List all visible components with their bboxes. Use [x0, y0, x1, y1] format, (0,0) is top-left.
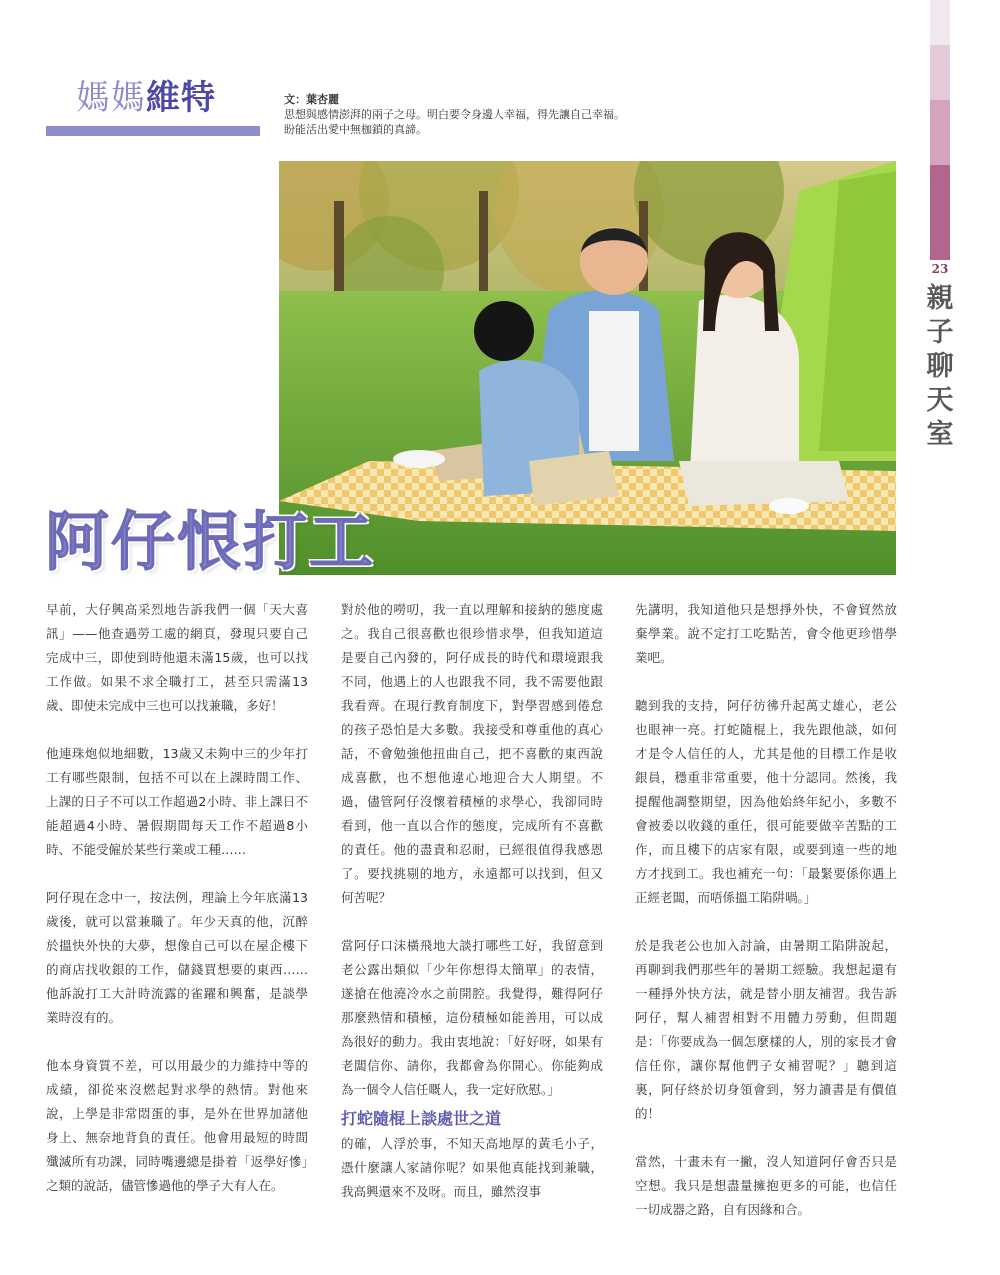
section-char: 天	[926, 385, 954, 416]
paragraph: 於是我老公也加入討論，由暑期工陷阱說起，再聊到我們那些年的暑期工經驗。我想起還有一種掙外快方法，就是替小朋友補習。我告訴阿仔，幫人補習相對不用體力勞動，但問題是：「你要成為一個怎麼樣的人，別的家長才會信任你，讓你幫他們子女補習呢？」聽到這裏，阿仔終於切身領會到，努力讀書是有價值的！	[635, 938, 897, 1121]
byline-bio-line: 盼能活出愛中無枷鎖的真諦。	[284, 123, 427, 136]
paragraph: 的確，人浮於事，不知天高地厚的黃毛小子，憑什麼讓人家請你呢？如果他真能找到兼職，我高興還來不及呀。而且，雖然沒事	[341, 1136, 603, 1199]
paragraph: 他連珠炮似地細數，13歲又未夠中三的少年打工有哪些限制，包括不可以在上課時間工作、上課的日子不可以工作超過2小時、非上課日不能超過4小時、暑假期間每天工作不超過8小時、不能受僱於某些行業或工種……	[46, 746, 308, 857]
section-subheading: 打蛇隨棍上談處世之道	[341, 1109, 502, 1128]
edge-strip-4	[930, 165, 950, 260]
section-char: 室	[926, 419, 954, 450]
paragraph: 他本身資質不差，可以用最少的力維持中等的成績，卻從來沒燃起對求學的熱情。對他來說，上學是非常悶蛋的事，是外在世界加諸他身上、無奈地背負的責任。他會用最短的時間殲滅所有功課，同時嘴邊總是掛着「返學好慘」之類的說話，儘管慘過他的學子大有人在。	[46, 1058, 308, 1193]
paragraph: 當然，十畫未有一撇，沒人知道阿仔會否只是空想。我只是想盡量擁抱更多的可能，也信任一切成器之路，自有因緣和合。	[635, 1154, 897, 1217]
section-title-vertical	[926, 282, 954, 452]
paragraph: 阿仔現在念中一，按法例，理論上今年底滿13歲後，就可以當兼職了。年少天真的他，沉醉於搵快外快的大夢，想像自己可以在屋企樓下的商店找收銀的工作，儲錢買想要的東西……他訴說打工大計時流露的雀躍和興奮，是談學業時沒有的。	[46, 890, 308, 1025]
edge-strip-3	[930, 100, 950, 165]
article-column-1	[46, 598, 308, 1222]
section-char: 子	[926, 317, 954, 348]
column-title	[76, 76, 216, 120]
byline	[284, 92, 625, 137]
section-char: 聊	[926, 351, 954, 382]
article-column-2	[341, 598, 603, 1228]
page-number: 23	[931, 262, 949, 276]
paragraph: 對於他的嘮叨，我一直以理解和接納的態度處之。我自己很喜歡也很珍惜求學，但我知道這是要自己內發的，阿仔成長的時代和環境跟我不同，他遇上的人也跟我不同，我不需要他跟我看齊。在現行教育制度下，對學習感到倦怠的孩子恐怕是大多數。我接受和尊重他的真心話，不會勉強他扭曲自己，把不喜歡的東西說成喜歡，也不想他違心地迎合大人期望。不過，儘管阿仔沒懷着積極的求學心，我卻同時看到，他一直以合作的態度，完成所有不喜歡的責任。他的盡責和忍耐，已經很值得我感恩了。要找挑剔的地方，永遠都可以找到，但又何苦呢？	[341, 602, 603, 905]
paragraph: 當阿仔口沫橫飛地大談打哪些工好，我留意到老公露出類似「少年你想得太簡單」的表情，遂搶在他澆冷水之前開腔。我覺得，難得阿仔那麼熱情和積極，這份積極如能善用，可以成為很好的動力。我由衷地說：「好好呀，如果有老闆信你、請你，我都會為你開心。你能夠成為一個令人信任嘅人，我一定好欣慰。」	[341, 938, 603, 1097]
edge-strip-2	[930, 45, 950, 100]
paragraph: 聽到我的支持，阿仔彷彿升起萬丈雄心，老公也眼神一亮。打蛇隨棍上，我先跟他談，如何才是令人信任的人，尤其是他的目標工作是收銀員，穩重非常重要，他十分認同。然後，我提醒他調整期望，因為他始終年紀小，多數不會被委以收錢的重任，很可能要做辛苦點的工作，而且樓下的店家有限，或要到遠一些的地方才找到工。我也補充一句：「最緊要係你遇上正經老闆，而唔係搵工陷阱喎。」	[635, 698, 897, 905]
paragraph: 早前，大仔興高采烈地告訴我們一個「天大喜訊」——他查過勞工處的網頁，發現只要自己完成中三，即使到時他還未滿15歲，也可以找工作做。如果不求全職打工，甚至只需滿13歲、即使未完成中三也可以找兼職，多好！	[46, 602, 308, 713]
column-underline	[46, 126, 260, 136]
paragraph: 先講明，我知道他只是想掙外快，不會貿然放棄學業。說不定打工吃點苦，會令他更珍惜學業吧。	[635, 602, 897, 665]
edge-strip-1	[930, 0, 950, 45]
column-title-thin: 媽媽	[76, 78, 146, 118]
column-title-bold: 維特	[146, 78, 216, 118]
byline-author: 文：葉杏麗	[284, 93, 339, 106]
byline-bio-line: 思想與感情澎湃的兩子之母。明白要令身邊人幸福，得先讓自己幸福。	[284, 108, 625, 121]
section-char: 親	[926, 283, 954, 314]
article-headline: 阿仔恨打工	[45, 505, 375, 580]
article-column-3	[635, 598, 897, 1246]
